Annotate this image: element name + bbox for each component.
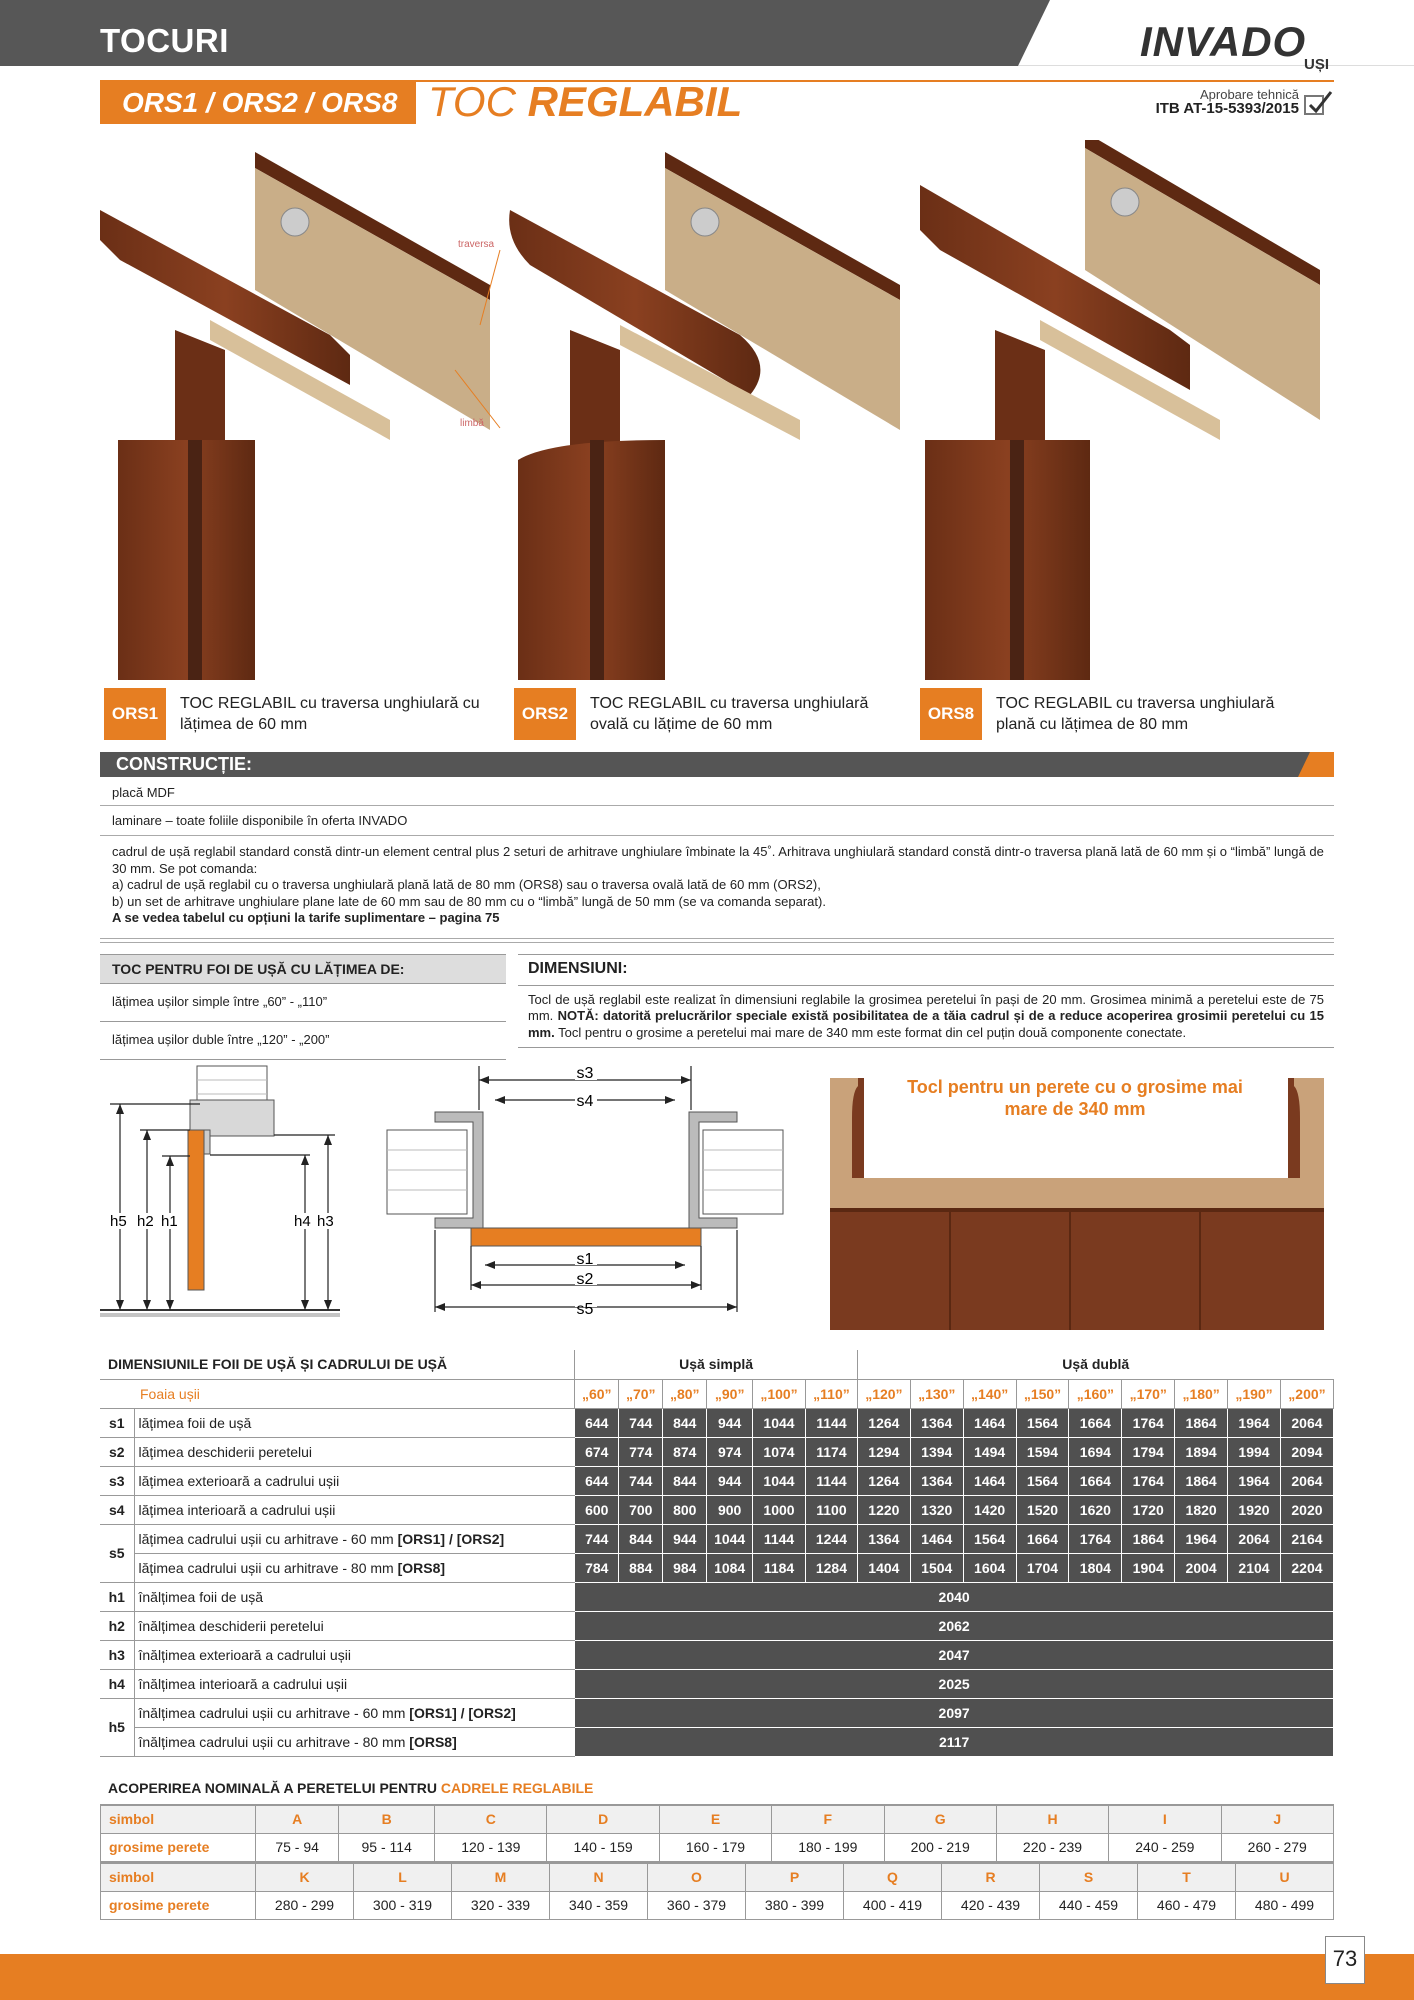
product-caption-ors8: [920, 688, 1312, 740]
table-row: [100, 1640, 1334, 1669]
value-cell: 700: [619, 1495, 663, 1524]
row-symbol: s3: [100, 1466, 134, 1495]
construction-para-2: a) cadrul de ușă reglabil cu o traversa unghiulară plană lată de 80 mm (ORS8) sau o traversa ovală lată de 60 mm (ORS2),: [112, 877, 821, 892]
table-row: [100, 1698, 1334, 1727]
ors2-illustration: [509, 152, 900, 680]
table-row: [100, 1495, 1334, 1524]
value-cell: 1364: [910, 1466, 963, 1495]
badge-ors1: ORS1: [104, 688, 166, 740]
value-cell: 2025: [575, 1669, 1334, 1698]
coverage-range: 220 - 239: [996, 1833, 1108, 1861]
coverage-range-row: [101, 1891, 1334, 1919]
value-cell: 1144: [753, 1524, 806, 1553]
value-cell: 1220: [857, 1495, 910, 1524]
table-row: [100, 1466, 1334, 1495]
row-label-text: lățimea cadrului ușii cu arhitrave - 80 mm: [138, 1559, 398, 1576]
row-label-bold: [ORS1] / [ORS2]: [397, 1530, 505, 1547]
value-cell: 2062: [575, 1611, 1334, 1640]
brand-sub: UȘI: [1304, 56, 1330, 73]
value-cell: 2040: [575, 1582, 1334, 1611]
table-row: [100, 1437, 1334, 1466]
coverage-symbol: M: [452, 1863, 550, 1891]
value-cell: 1564: [963, 1524, 1016, 1553]
value-cell: 884: [619, 1553, 663, 1582]
row-symbol: h3: [100, 1640, 134, 1669]
value-cell: 644: [575, 1466, 619, 1495]
leaf-label: Foaia ușii: [100, 1379, 575, 1408]
value-cell: 1804: [1069, 1553, 1122, 1582]
value-cell: 1264: [857, 1408, 910, 1437]
coverage-range: 460 - 479: [1138, 1891, 1236, 1919]
row-label: înălțimea interioară a cadrului ușii: [134, 1669, 575, 1698]
value-cell: 744: [575, 1524, 619, 1553]
value-cell: 2047: [575, 1640, 1334, 1669]
value-cell: 2117: [575, 1727, 1334, 1756]
value-cell: 1144: [805, 1466, 857, 1495]
value-cell: 1420: [963, 1495, 1016, 1524]
row-label: înălțimea exterioară a cadrului ușii: [134, 1640, 575, 1669]
checkmark-icon: [1303, 88, 1333, 118]
leaf-size: „130”: [910, 1379, 963, 1408]
label-h5: h5: [110, 1213, 127, 1230]
value-cell: 1364: [910, 1408, 963, 1437]
row-label: înălțimea deschiderii peretelui: [134, 1611, 575, 1640]
approval: [1156, 88, 1299, 116]
value-cell: 1294: [857, 1437, 910, 1466]
table-title: DIMENSIUNILE FOII DE UȘĂ ȘI CADRULUI DE UȘĂ: [100, 1350, 575, 1379]
coverage-symbol: T: [1138, 1863, 1236, 1891]
coverage-symbol: N: [550, 1863, 648, 1891]
coverage-range: 400 - 419: [844, 1891, 942, 1919]
table-row: [100, 1524, 1334, 1553]
value-cell: 874: [663, 1437, 707, 1466]
coverage-symbol: I: [1109, 1805, 1221, 1833]
row-label-bold: [ORS8]: [409, 1733, 457, 1750]
row-label: [134, 1727, 575, 1756]
product-codes: ORS1 / ORS2 / ORS8: [100, 82, 416, 124]
leaf-size: „60”: [575, 1379, 619, 1408]
value-cell: 1564: [1016, 1408, 1069, 1437]
value-cell: 1044: [707, 1524, 753, 1553]
coverage-symbol: J: [1221, 1805, 1333, 1833]
coverage-symbol: D: [547, 1805, 659, 1833]
row-label: înălțimea foii de ușă: [134, 1582, 575, 1611]
ors8-illustration: [920, 140, 1320, 680]
value-cell: 944: [707, 1466, 753, 1495]
row-symbol: h1: [100, 1582, 134, 1611]
value-cell: 1864: [1175, 1408, 1228, 1437]
width-diagram: [385, 1060, 805, 1330]
caption-ors8: TOC REGLABIL cu traversa unghiulară plană cu lățimea de 80 mm: [996, 695, 1275, 733]
value-cell: 1284: [805, 1553, 857, 1582]
value-cell: 1184: [753, 1553, 806, 1582]
label-h4: h4: [294, 1213, 311, 1230]
single-door-header: Ușă simplă: [575, 1350, 858, 1379]
dimensions-table: [100, 1350, 1334, 1757]
leaf-size-row: [100, 1379, 1334, 1408]
row-symbol: h2: [100, 1611, 134, 1640]
table-row: [100, 1727, 1334, 1756]
symbol-label: simbol: [101, 1805, 256, 1833]
value-cell: 2204: [1280, 1553, 1333, 1582]
value-cell: 974: [707, 1437, 753, 1466]
value-cell: 1244: [805, 1524, 857, 1553]
value-cell: 1264: [857, 1466, 910, 1495]
value-cell: 674: [575, 1437, 619, 1466]
row-label: [134, 1698, 575, 1727]
label-limba: limbă: [460, 418, 484, 429]
coverage-range: 320 - 339: [452, 1891, 550, 1919]
value-cell: 1794: [1122, 1437, 1175, 1466]
value-cell: 844: [619, 1524, 663, 1553]
coverage-symbol: P: [746, 1863, 844, 1891]
coverage-table-1: [100, 1804, 1334, 1862]
construction-para-3: b) un set de arhitrave unghiulare plane late de 60 mm sau de 80 mm cu o “limbă” lungă de 50 mm (se va comanda separat).: [112, 893, 826, 909]
row-label-bold: [ORS8]: [397, 1559, 446, 1576]
coverage-symbol: B: [339, 1805, 435, 1833]
value-cell: 800: [663, 1495, 707, 1524]
table-row: [100, 1669, 1334, 1698]
section-accent: [1298, 752, 1334, 777]
coverage-symbol: O: [648, 1863, 746, 1891]
construction-para-1: cadrul de ușă reglabil standard constă dintr-un element central plus 2 seturi de arhitrave unghiulare îmbinate la 45˚. Arhitrava unghiulară standard constă dintr-o traversa plană lată de 60 mm și o “limbă” lungă de 30 mm. Se pot comanda:: [112, 844, 1324, 876]
coverage-range: 160 - 179: [659, 1833, 771, 1861]
leaf-size: „110”: [805, 1379, 857, 1408]
ors1-illustration: [100, 152, 490, 680]
coverage-range: 95 - 114: [339, 1833, 435, 1861]
label-traversa: traversa: [458, 239, 495, 250]
product-illustrations: [100, 140, 1340, 680]
construction-lamination: laminare – toate foliile disponibile în oferta INVADO: [100, 806, 1334, 836]
value-cell: 2064: [1280, 1408, 1333, 1437]
caption-ors1: TOC REGLABIL cu traversa unghiulară cu lățimea de 60 mm: [180, 695, 480, 733]
value-cell: 1464: [910, 1524, 963, 1553]
label-h3: h3: [317, 1213, 334, 1230]
row-label: [134, 1553, 575, 1582]
coverage-range: 260 - 279: [1221, 1833, 1333, 1861]
leaf-size: „80”: [663, 1379, 707, 1408]
thickness-label: grosime perete: [101, 1891, 256, 1919]
coverage-symbol: L: [354, 1863, 452, 1891]
leaf-size: „120”: [857, 1379, 910, 1408]
divider: [100, 942, 1334, 943]
value-cell: 1174: [805, 1437, 857, 1466]
page-number: 73: [1325, 1936, 1365, 1984]
coverage-symbol: S: [1040, 1863, 1138, 1891]
row-symbol: s4: [100, 1495, 134, 1524]
table-row: [100, 1553, 1334, 1582]
value-cell: 1704: [1016, 1553, 1069, 1582]
value-cell: 1464: [963, 1408, 1016, 1437]
leaf-size: „180”: [1175, 1379, 1228, 1408]
coverage-range: 200 - 219: [884, 1833, 996, 1861]
row-label: lățimea foii de ușă: [134, 1408, 575, 1437]
leaf-size: „150”: [1016, 1379, 1069, 1408]
value-cell: 1520: [1016, 1495, 1069, 1524]
value-cell: 600: [575, 1495, 619, 1524]
row-label-text: înălțimea cadrului ușii cu arhitrave - 80 mm: [138, 1733, 410, 1750]
value-cell: 944: [663, 1524, 707, 1553]
value-cell: 900: [707, 1495, 753, 1524]
coverage-range: 300 - 319: [354, 1891, 452, 1919]
row-label-bold: [ORS1] / [ORS2]: [409, 1704, 516, 1721]
coverage-symbol-row: [101, 1863, 1334, 1891]
value-cell: 2104: [1228, 1553, 1281, 1582]
row-label-text: înălțimea cadrului ușii cu arhitrave - 60 mm: [138, 1704, 410, 1721]
coverage-symbol: C: [435, 1805, 547, 1833]
value-cell: 1694: [1069, 1437, 1122, 1466]
coverage-range: 240 - 259: [1109, 1833, 1221, 1861]
value-cell: 1720: [1122, 1495, 1175, 1524]
value-cell: 1964: [1228, 1466, 1281, 1495]
coverage-range: 380 - 399: [746, 1891, 844, 1919]
coverage-range: 360 - 379: [648, 1891, 746, 1919]
value-cell: 2064: [1280, 1466, 1333, 1495]
value-cell: 1764: [1122, 1466, 1175, 1495]
coverage-range: 180 - 199: [772, 1833, 884, 1861]
badge-ors2: ORS2: [514, 688, 576, 740]
construction-material: placă MDF: [100, 780, 1334, 806]
product-caption-ors1: [104, 688, 496, 740]
value-cell: 2164: [1280, 1524, 1333, 1553]
construction-description: [112, 844, 1326, 927]
dimensions-box: [518, 954, 1334, 1048]
value-cell: 1594: [1016, 1437, 1069, 1466]
coverage-range: 480 - 499: [1236, 1891, 1334, 1919]
coverage-range: 340 - 359: [550, 1891, 648, 1919]
table-row: [100, 1582, 1334, 1611]
label-s1: s1: [576, 1251, 594, 1268]
coverage-range: 420 - 439: [942, 1891, 1040, 1919]
approval-label: Aprobare tehnică: [1199, 87, 1299, 102]
row-label: lățimea exterioară a cadrului ușii: [134, 1466, 575, 1495]
section-title: TOCURI: [100, 22, 229, 59]
value-cell: 1404: [857, 1553, 910, 1582]
photo-caption: Tocl pentru un perete cu o grosime mai mare de 340 mm: [907, 1077, 1243, 1119]
coverage-range-row: [101, 1833, 1334, 1861]
value-cell: 1864: [1175, 1466, 1228, 1495]
coverage-range: 140 - 159: [547, 1833, 659, 1861]
value-cell: 2097: [575, 1698, 1334, 1727]
value-cell: 644: [575, 1408, 619, 1437]
row-label: lățimea interioară a cadrului ușii: [134, 1495, 575, 1524]
double-door-header: Ușă dublă: [857, 1350, 1333, 1379]
construction-para-4: A se vedea tabelul cu opțiuni la tarife suplimentare – pagina 75: [112, 910, 500, 925]
coverage-symbol: K: [256, 1863, 354, 1891]
coverage-symbol: Q: [844, 1863, 942, 1891]
brand-logo: INVADO: [1140, 18, 1307, 65]
value-cell: 1664: [1069, 1466, 1122, 1495]
approval-code: ITB AT-15-5393/2015: [1155, 100, 1299, 117]
row-symbol: h4: [100, 1669, 134, 1698]
value-cell: 1820: [1175, 1495, 1228, 1524]
value-cell: 2094: [1280, 1437, 1333, 1466]
coverage-symbol: E: [659, 1805, 771, 1833]
door-widths-single: lățimea ușilor simple între „60” - „110”: [100, 984, 506, 1022]
coverage-symbol: H: [996, 1805, 1108, 1833]
row-label: lățimea deschiderii peretelui: [134, 1437, 575, 1466]
value-cell: 744: [619, 1408, 663, 1437]
coverage-symbol: U: [1236, 1863, 1334, 1891]
door-widths-box: [100, 954, 506, 1060]
value-cell: 1904: [1122, 1553, 1175, 1582]
label-s3: s3: [576, 1065, 594, 1082]
value-cell: 1320: [910, 1495, 963, 1524]
dimensions-title: DIMENSIUNI:: [518, 954, 1334, 986]
label-s4: s4: [576, 1093, 594, 1110]
table-row: [100, 1408, 1334, 1437]
value-cell: 1764: [1122, 1408, 1175, 1437]
leaf-size: „70”: [619, 1379, 663, 1408]
value-cell: 844: [663, 1466, 707, 1495]
value-cell: 1364: [857, 1524, 910, 1553]
value-cell: 1044: [753, 1466, 806, 1495]
leaf-size: „170”: [1122, 1379, 1175, 1408]
value-cell: 1864: [1122, 1524, 1175, 1553]
value-cell: 1564: [1016, 1466, 1069, 1495]
value-cell: 844: [663, 1408, 707, 1437]
value-cell: 1074: [753, 1437, 806, 1466]
page-title: TOC REGLABIL: [428, 78, 743, 125]
row-symbol: s1: [100, 1408, 134, 1437]
value-cell: 2064: [1228, 1524, 1281, 1553]
row-label-text: lățimea cadrului ușii cu arhitrave - 60 mm: [138, 1530, 398, 1547]
value-cell: 1664: [1016, 1524, 1069, 1553]
value-cell: 1100: [805, 1495, 857, 1524]
value-cell: 1504: [910, 1553, 963, 1582]
leaf-size: „190”: [1228, 1379, 1281, 1408]
value-cell: 1464: [963, 1466, 1016, 1495]
door-widths-double: lățimea ușilor duble între „120” - „200”: [100, 1022, 506, 1060]
value-cell: 1764: [1069, 1524, 1122, 1553]
footer-band: [0, 1954, 1414, 2000]
leaf-size: „100”: [753, 1379, 806, 1408]
symbol-label: simbol: [101, 1863, 256, 1891]
value-cell: 1394: [910, 1437, 963, 1466]
value-cell: 1664: [1069, 1408, 1122, 1437]
value-cell: 1620: [1069, 1495, 1122, 1524]
coverage-range: 120 - 139: [435, 1833, 547, 1861]
label-s2: s2: [576, 1271, 594, 1288]
value-cell: 1000: [753, 1495, 806, 1524]
value-cell: 1964: [1175, 1524, 1228, 1553]
door-widths-title: TOC PENTRU FOI DE UȘĂ CU LĂȚIMEA DE:: [100, 954, 506, 984]
thickness-label: grosime perete: [101, 1833, 256, 1861]
value-cell: 1084: [707, 1553, 753, 1582]
coverage-range: 440 - 459: [1040, 1891, 1138, 1919]
row-symbol: h5: [100, 1698, 134, 1756]
coverage-title: ACOPERIREA NOMINALĂ A PERETELUI PENTRU CADRELE REGLABILE: [108, 1780, 594, 1796]
leaf-size: „160”: [1069, 1379, 1122, 1408]
badge-ors8: ORS8: [920, 688, 982, 740]
table-header-row: [100, 1350, 1334, 1379]
value-cell: 1044: [753, 1408, 806, 1437]
value-cell: 1920: [1228, 1495, 1281, 1524]
leaf-size: „200”: [1280, 1379, 1333, 1408]
caption-ors2: TOC REGLABIL cu traversa unghiulară ovală cu lățime de 60 mm: [590, 695, 869, 733]
value-cell: 1894: [1175, 1437, 1228, 1466]
value-cell: 1964: [1228, 1408, 1281, 1437]
construction-header: CONSTRUCȚIE:: [100, 752, 1332, 777]
coverage-symbol: G: [884, 1805, 996, 1833]
product-caption-ors2: [514, 688, 906, 740]
leaf-size: „140”: [963, 1379, 1016, 1408]
value-cell: 1494: [963, 1437, 1016, 1466]
value-cell: 1144: [805, 1408, 857, 1437]
value-cell: 1604: [963, 1553, 1016, 1582]
value-cell: 2004: [1175, 1553, 1228, 1582]
label-h1: h1: [161, 1213, 178, 1230]
value-cell: 744: [619, 1466, 663, 1495]
table-row: [100, 1611, 1334, 1640]
row-symbol: s5: [100, 1524, 134, 1582]
dimensions-text: Tocl de ușă reglabil este realizat în dimensiuni reglabile la grosimea peretelui în pași de 20 mm. Grosimea minimă a peretelui este de 75 mm. NOTĂ: datorită prelucrărilor speciale există posibilitatea de a tăia cadrul și de a reduce acoperirea grosimii peretelui cu 15 mm. Tocl pentru o grosime a peretelui mai mare de 340 mm este format din cel puțin două componente conectate.: [518, 986, 1334, 1049]
height-diagram: [100, 1060, 340, 1330]
coverage-symbol: A: [256, 1805, 339, 1833]
coverage-symbol: F: [772, 1805, 884, 1833]
leaf-size: „90”: [707, 1379, 753, 1408]
row-label: [134, 1524, 575, 1553]
value-cell: 784: [575, 1553, 619, 1582]
coverage-symbol-row: [101, 1805, 1334, 1833]
value-cell: 2020: [1280, 1495, 1333, 1524]
value-cell: 774: [619, 1437, 663, 1466]
coverage-table-2: [100, 1862, 1334, 1920]
divider: [100, 938, 1334, 939]
coverage-range: 75 - 94: [256, 1833, 339, 1861]
value-cell: 984: [663, 1553, 707, 1582]
coverage-symbol: R: [942, 1863, 1040, 1891]
label-h2: h2: [137, 1213, 154, 1230]
value-cell: 944: [707, 1408, 753, 1437]
label-s5: s5: [576, 1301, 594, 1318]
row-symbol: s2: [100, 1437, 134, 1466]
value-cell: 1994: [1228, 1437, 1281, 1466]
coverage-range: 280 - 299: [256, 1891, 354, 1919]
